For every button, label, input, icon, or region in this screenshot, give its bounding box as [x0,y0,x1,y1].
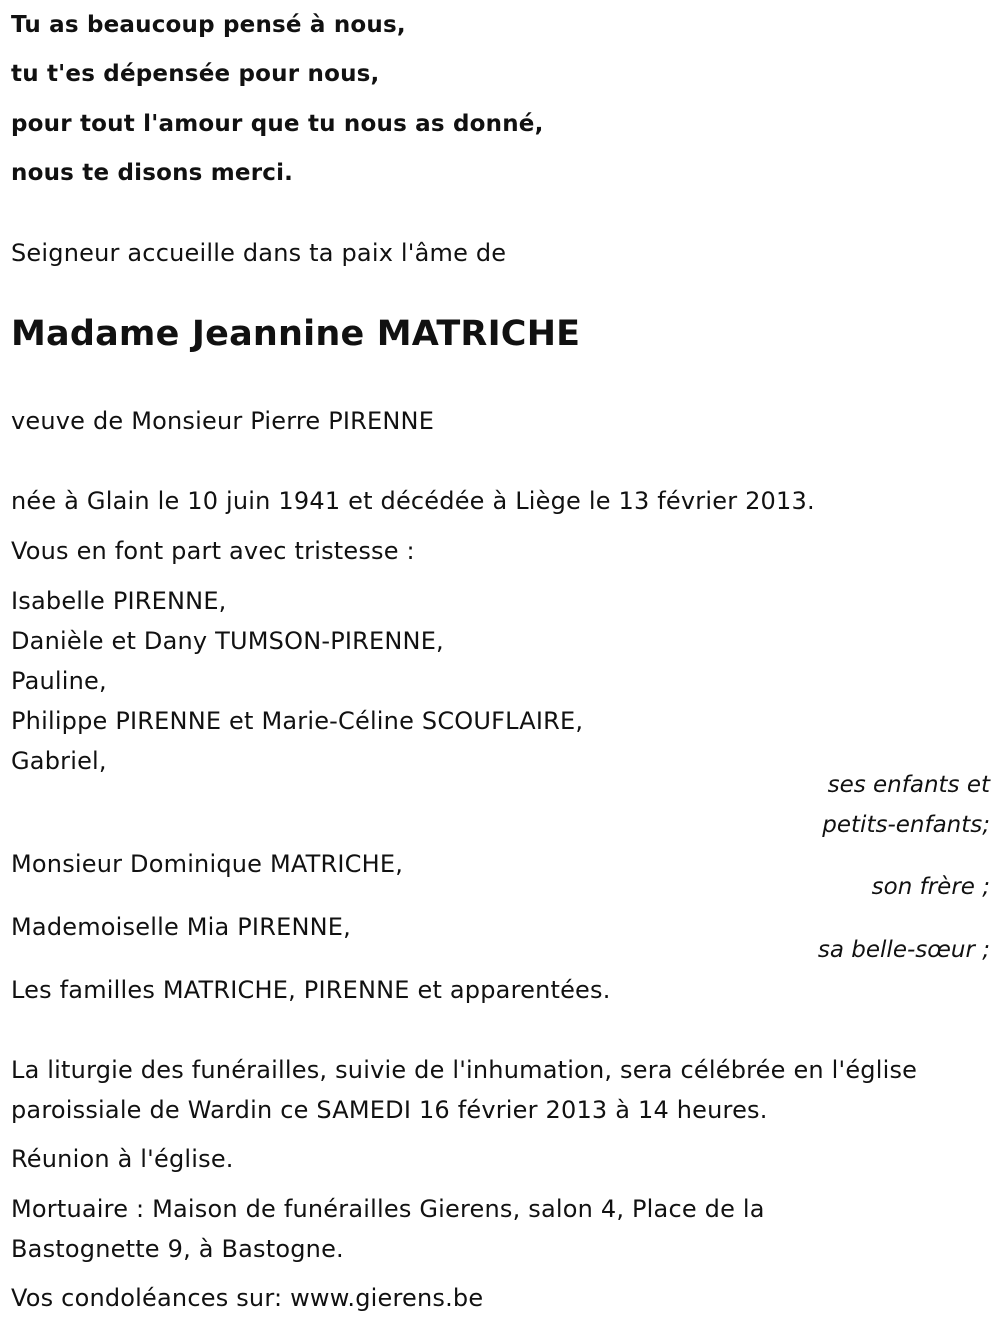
poem-line-2: tu t'es dépensée pour nous, [11,61,380,87]
intro-text: Seigneur accueille dans ta paix l'âme de [11,239,507,267]
brother-relation: son frère ; [871,874,990,900]
liturgy-line-1: La liturgie des funérailles, suivie de l'inhumation, sera célébrée en l'église [11,1056,918,1084]
liturgy-line-2: paroissiale de Wardin ce SAMEDI 16 février 2013 à 14 heures. [11,1096,768,1124]
children-relation-line-1: ses enfants et [827,772,990,798]
children-relation-line-2: petits-enfants; [822,812,990,838]
brother-name: Monsieur Dominique MATRICHE, [11,850,404,878]
deceased-name: Madame Jeannine MATRICHE [11,314,581,354]
poem-line-3: pour tout l'amour que tu nous as donné, [11,111,544,137]
birth-death-text: née à Glain le 10 juin 1941 et décédée à Liège le 13 février 2013. [11,487,815,515]
condolences-text: Vos condoléances sur: www.gierens.be [11,1284,484,1312]
mortuary-line-2: Bastognette 9, à Bastogne. [11,1235,344,1263]
poem-line-4: nous te disons merci. [11,160,294,186]
children-line-2: Danièle et Dany TUMSON-PIRENNE, [11,627,444,655]
children-line-1: Isabelle PIRENNE, [11,587,227,615]
children-line-3: Pauline, [11,667,107,695]
children-line-4: Philippe PIRENNE et Marie-Céline SCOUFLAIRE, [11,707,584,735]
meeting-text: Réunion à l'église. [11,1145,234,1173]
poem-line-1: Tu as beaucoup pensé à nous, [11,12,406,38]
widow-of-text: veuve de Monsieur Pierre PIRENNE [11,407,435,435]
announce-text: Vous en font part avec tristesse : [11,537,415,565]
sister-in-law-relation: sa belle-sœur ; [817,937,990,963]
children-line-5: Gabriel, [11,747,107,775]
families-text: Les familles MATRICHE, PIRENNE et apparentées. [11,976,611,1004]
sister-in-law-name: Mademoiselle Mia PIRENNE, [11,913,351,941]
mortuary-line-1: Mortuaire : Maison de funérailles Gierens, salon 4, Place de la [11,1195,765,1223]
